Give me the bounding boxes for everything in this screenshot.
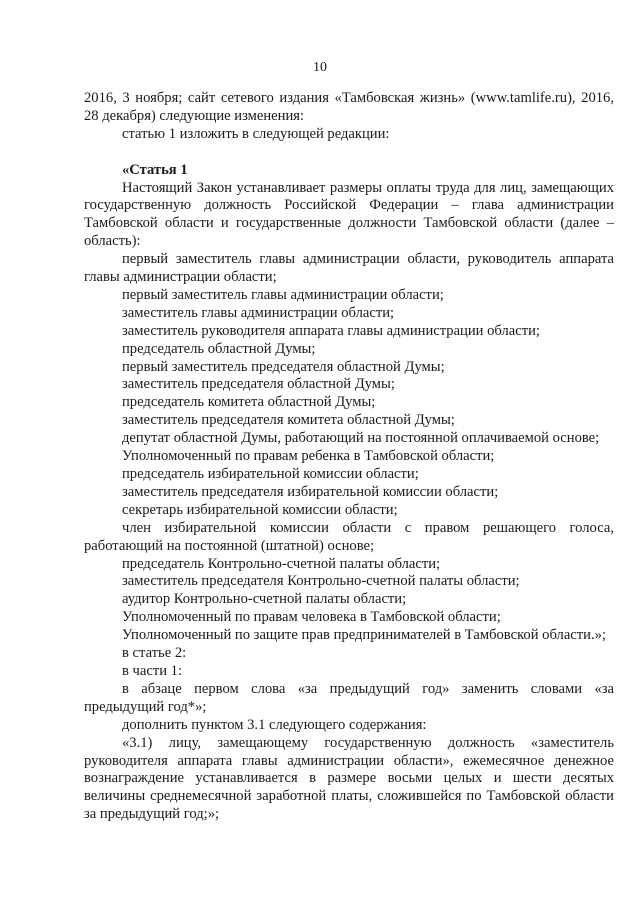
paragraph: председатель комитета областной Думы; (122, 394, 376, 411)
paragraph: заместитель председателя комитета областной Думы; (122, 412, 455, 429)
paragraph: Уполномоченный по правам ребенка в Тамбовской области; (122, 448, 495, 465)
paragraph: в статье 2: (122, 645, 187, 662)
paragraph: заместитель председателя областной Думы; (122, 376, 395, 393)
paragraph: статью 1 изложить в следующей редакции: (122, 125, 390, 142)
paragraph: секретарь избирательной комиссии области; (122, 501, 398, 518)
paragraph: председатель Контрольно-счетной палаты области; (122, 555, 441, 572)
paragraph: член избирательной комиссии области с правом решающего голоса, работающий на постоянной (штатной) основе; (84, 519, 614, 554)
page-number: 10 (313, 60, 327, 75)
paragraph: дополнить пунктом 3.1 следующего содержания: (122, 716, 427, 733)
paragraph: председатель избирательной комиссии области; (122, 466, 419, 483)
paragraph: первый заместитель главы администрации области, руководитель аппарата главы администрации области; (84, 251, 614, 286)
paragraph: в части 1: (122, 662, 183, 679)
paragraph: первый заместитель председателя областной Думы; (122, 358, 445, 375)
paragraph: в абзаце первом слова «за предыдущий год» заменить словами «за предыдущий год*»; (84, 680, 614, 715)
paragraph: заместитель председателя избирательной комиссии области; (122, 483, 499, 500)
paragraph: заместитель главы администрации области; (122, 304, 395, 321)
paragraph: депутат областной Думы, работающий на постоянной оплачиваемой основе; (122, 430, 600, 447)
paragraph: аудитор Контрольно-счетной палаты области; (122, 591, 407, 608)
document-body (84, 90, 614, 824)
paragraph: «3.1) лицу, замещающему государственную должность «заместитель руководителя аппарата главы администрации области», ежемесячное денежное вознаграждение устанавливается в размере восьми целых и шести десятых величины среднемесячной заработной платы, сложившейся по Тамбовской области за предыдущий год;»; (84, 734, 614, 823)
paragraph: Настоящий Закон устанавливает размеры оплаты труда для лиц, замещающих государственную должность Российской Федерации – глава администрации Тамбовской области и государственные должности Тамбовской области (далее – область): (84, 179, 614, 250)
paragraph: 2016, 3 ноября; сайт сетевого издания «Тамбовская жизнь» (www.tamlife.ru), 2016, 28 декабря) следующие изменения: (84, 90, 614, 124)
paragraph: Уполномоченный по защите прав предпринимателей в Тамбовской области.»; (122, 627, 606, 644)
paragraph: заместитель руководителя аппарата главы администрации области; (122, 322, 540, 339)
paragraph: председатель областной Думы; (122, 340, 316, 357)
paragraph: заместитель председателя Контрольно-счетной палаты области; (122, 573, 520, 590)
paragraph: первый заместитель главы администрации области; (122, 286, 444, 303)
paragraph: Уполномоченный по правам человека в Тамбовской области; (122, 609, 501, 626)
article-heading: «Статья 1 (122, 161, 188, 178)
